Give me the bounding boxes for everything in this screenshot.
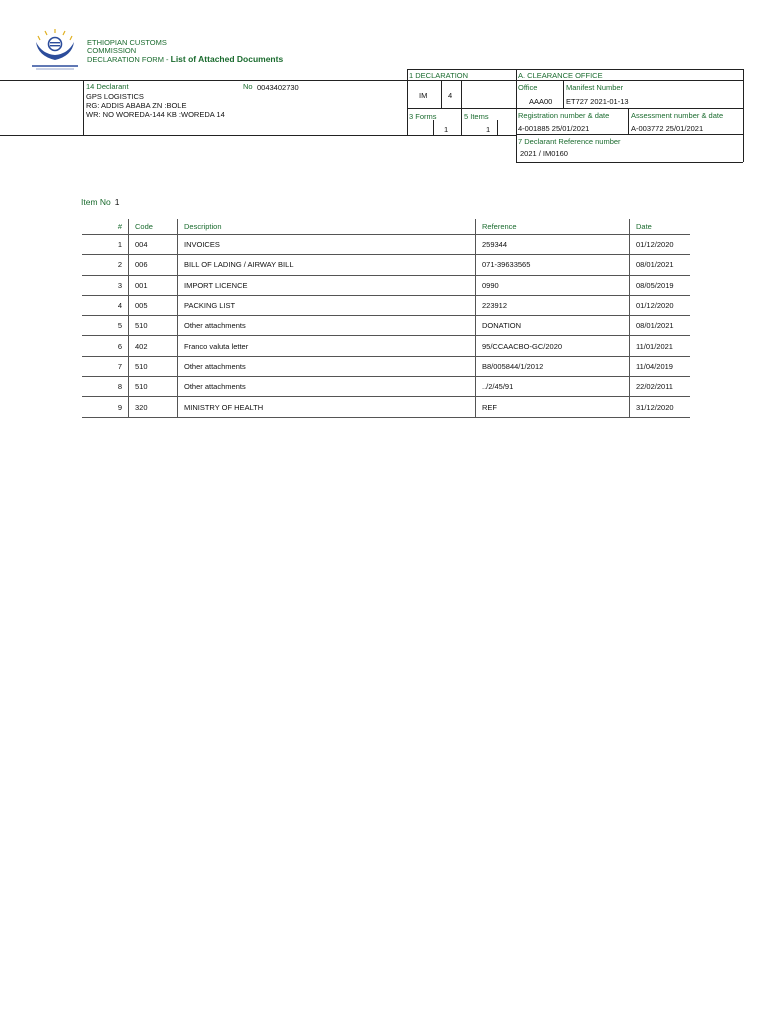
cell-code: 510 (129, 377, 178, 397)
col-code: Code (129, 219, 178, 235)
cell-date: 08/01/2021 (630, 255, 691, 275)
office-label: Office (518, 83, 538, 92)
col-date: Date (630, 219, 691, 235)
cell-code: 402 (129, 336, 178, 356)
cell-description: PACKING LIST (178, 295, 476, 315)
manifest-value: ET727 2021-01-13 (566, 97, 629, 106)
im-right-rule (441, 80, 442, 108)
declarant-ref-label: 7 Declarant Reference number (518, 137, 621, 146)
code-right-rule (461, 80, 462, 135)
org-name-line1: ETHIOPIAN CUSTOMS (87, 38, 167, 47)
ref-bottom-rule (516, 162, 743, 163)
table-row (82, 235, 690, 255)
cell-date: 22/02/2011 (630, 377, 691, 397)
cell-description: Other attachments (178, 356, 476, 376)
cell-reference: 223912 (476, 295, 630, 315)
cell-date: 31/12/2020 (630, 397, 691, 417)
col-description: Description (178, 219, 476, 235)
ref-top-rule (516, 134, 743, 135)
item-number (81, 197, 120, 207)
registration-value: 4-001885 25/01/2021 (518, 124, 590, 133)
declarant-name: GPS LOGISTICS (86, 92, 144, 101)
cell-date: 11/01/2021 (630, 336, 691, 356)
cell-date: 11/04/2019 (630, 356, 691, 376)
cell-code: 320 (129, 397, 178, 417)
cell-reference: B8/005844/1/2012 (476, 356, 630, 376)
cell-description: Other attachments (178, 377, 476, 397)
cell-index: 6 (82, 336, 129, 356)
col-index: # (82, 219, 129, 235)
header-rule-top (0, 80, 743, 81)
forms-inner-rule (433, 120, 434, 135)
declarant-address2: WR: NO WOREDA-144 KB :WOREDA 14 (86, 110, 225, 119)
item-number-label: Item No (81, 197, 111, 207)
declarant-label: 14 Declarant (86, 82, 129, 91)
declarant-no-value: 0043402730 (257, 83, 299, 92)
declaration-top-rule (407, 69, 743, 70)
cell-code: 001 (129, 275, 178, 295)
table-row (82, 336, 690, 356)
form-title-line (87, 55, 283, 64)
office-right-rule (563, 80, 564, 108)
org-name-line2: COMMISSION (87, 46, 137, 55)
table-row (82, 316, 690, 336)
cell-index: 5 (82, 316, 129, 336)
cell-reference: 95/CCAACBO-GC/2020 (476, 336, 630, 356)
cell-description: Franco valuta letter (178, 336, 476, 356)
declarant-left-rule (83, 80, 84, 135)
header-rule-bottom (0, 135, 516, 136)
cell-reference: 259344 (476, 235, 630, 255)
table-row (82, 377, 690, 397)
cell-description: INVOICES (178, 235, 476, 255)
assessment-value: A-003772 25/01/2021 (631, 124, 704, 133)
declaration-code: 4 (448, 91, 453, 100)
table-row (82, 255, 690, 275)
cell-index: 4 (82, 295, 129, 315)
table-row (82, 295, 690, 315)
cell-reference: REF (476, 397, 630, 417)
declaration-label: 1 DECLARATION (409, 71, 469, 80)
item-number-value: 1 (114, 197, 120, 207)
cell-description: BILL OF LADING / AIRWAY BILL (178, 255, 476, 275)
items-value: 1 (486, 125, 491, 134)
cell-date: 08/01/2021 (630, 316, 691, 336)
cell-code: 005 (129, 295, 178, 315)
cell-date: 08/05/2019 (630, 275, 691, 295)
attached-documents-table (82, 219, 690, 418)
forms-top-rule (407, 108, 743, 109)
cell-description: MINISTRY OF HEALTH (178, 397, 476, 417)
col-reference: Reference (476, 219, 630, 235)
cell-description: IMPORT LICENCE (178, 275, 476, 295)
registration-label: Registration number & date (518, 111, 610, 120)
organization-header (87, 39, 283, 64)
cell-reference: 0990 (476, 275, 630, 295)
cell-index: 3 (82, 275, 129, 295)
manifest-label: Manifest Number (566, 83, 624, 92)
table-row (82, 397, 690, 417)
declarant-ref-value: 2021 / IM0160 (520, 149, 568, 158)
cell-code: 510 (129, 316, 178, 336)
declarant-address1: RG: ADDIS ABABA ZN :BOLE (86, 101, 187, 110)
cell-index: 7 (82, 356, 129, 376)
items-inner-rule (497, 120, 498, 135)
declaration-type: IM (419, 91, 428, 100)
table-header-row (82, 219, 690, 235)
cell-reference: 071-39633565 (476, 255, 630, 275)
cell-date: 01/12/2020 (630, 295, 691, 315)
registration-right-rule (628, 108, 629, 134)
cell-date: 01/12/2020 (630, 235, 691, 255)
declaration-left-rule (407, 69, 408, 135)
cell-index: 9 (82, 397, 129, 417)
cell-code: 006 (129, 255, 178, 275)
declarant-no-label: No (243, 82, 253, 91)
clearance-left-rule (516, 69, 517, 162)
cell-reference: ../2/45/91 (476, 377, 630, 397)
cell-code: 004 (129, 235, 178, 255)
table-row (82, 356, 690, 376)
cell-index: 8 (82, 377, 129, 397)
cell-index: 2 (82, 255, 129, 275)
table-row (82, 275, 690, 295)
cell-reference: DONATION (476, 316, 630, 336)
forms-value: 1 (444, 125, 449, 134)
clearance-right-rule (743, 69, 744, 162)
customs-logo (28, 28, 82, 72)
cell-code: 510 (129, 356, 178, 376)
items-label: 5 Items (464, 112, 489, 121)
forms-label: 3 Forms (409, 112, 437, 121)
cell-index: 1 (82, 235, 129, 255)
cell-description: Other attachments (178, 316, 476, 336)
assessment-label: Assessment number & date (631, 111, 724, 120)
form-prefix: DECLARATION FORM - (87, 55, 171, 64)
form-title: List of Attached Documents (170, 54, 284, 64)
clearance-label: A. CLEARANCE OFFICE (518, 71, 603, 80)
office-value: AAA00 (529, 97, 553, 106)
